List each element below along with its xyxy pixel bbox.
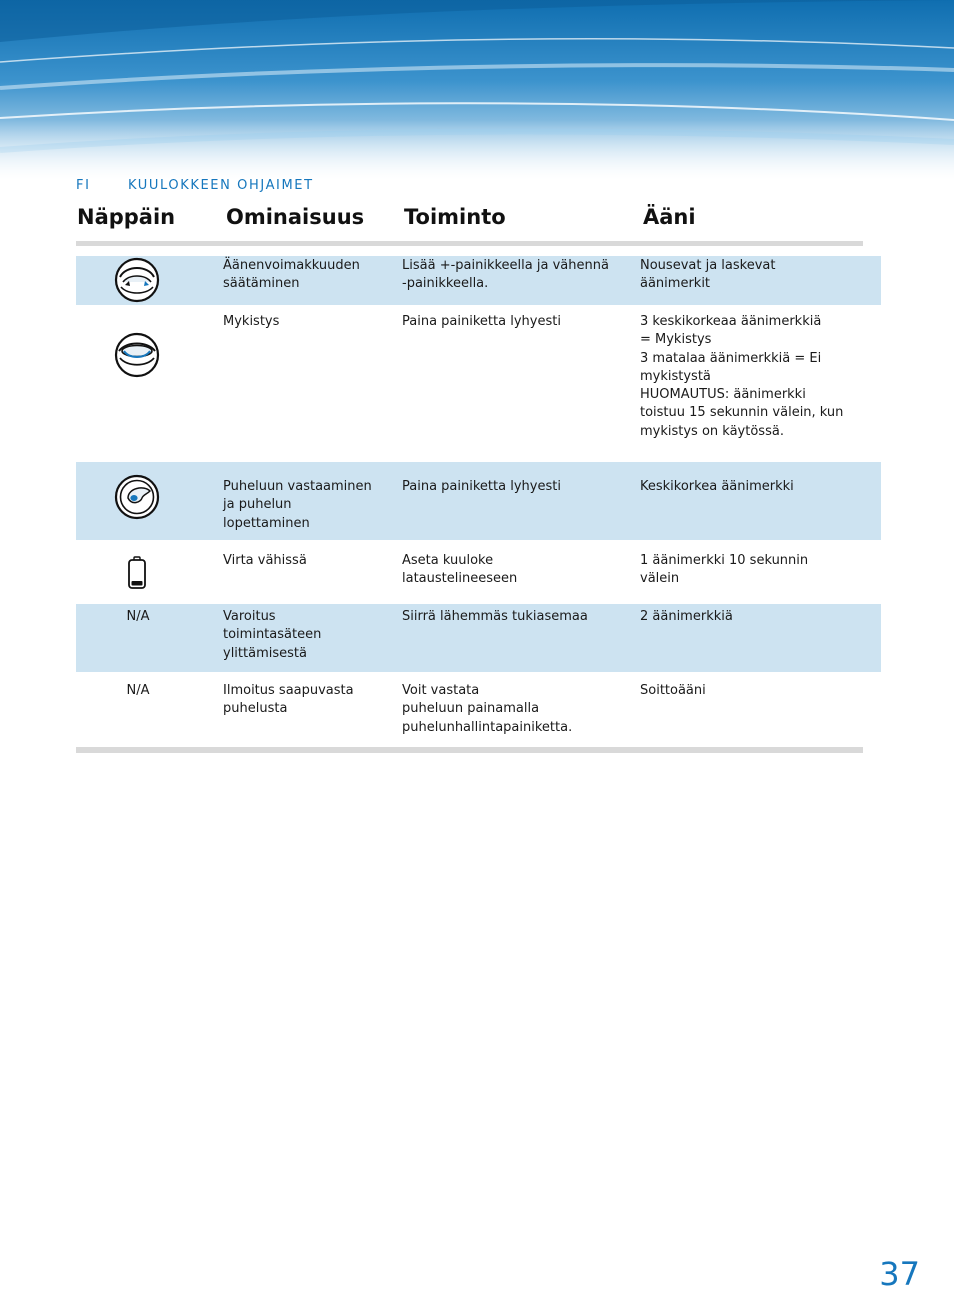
header-wave-banner [0, 0, 954, 180]
row-action: Paina painiketta lyhyesti [402, 479, 561, 494]
row-sound: 3 keskikorkeaa äänimerkkiä = Mykistys 3 matalaa äänimerkkiä = Ei mykistystä HUOMAUTUS: äänimerkki toistuu 15 sekunnin välein, kun mykistys on käytössä. [640, 314, 844, 439]
row-action: Lisää +-painikkeella ja vähennä -painikkeella. [402, 258, 609, 292]
table-row [76, 256, 881, 305]
volume-wheel-icon [114, 257, 160, 303]
header-divider [76, 241, 863, 246]
table-row [76, 540, 881, 604]
section-label [76, 178, 314, 193]
section-title: KUULOKKEEN OHJAIMET [128, 178, 314, 193]
row-action: Voit vastata puheluun painamalla puhelunhallintapainiketta. [402, 683, 573, 735]
table-bottom-divider [76, 747, 863, 753]
row-feature: Äänenvoimakkuuden säätäminen [223, 258, 360, 292]
language-code: FI [76, 178, 91, 193]
mute-button-icon [114, 332, 160, 378]
table-row [76, 462, 881, 540]
table-row [76, 672, 881, 746]
row-key: N/A [126, 609, 150, 624]
row-sound: 2 äänimerkkiä [640, 609, 733, 624]
column-header-feature: Ominaisuus [226, 205, 365, 229]
table-row [76, 305, 881, 462]
row-feature: Virta vähissä [223, 553, 307, 568]
row-feature: Ilmoitus saapuvasta puhelusta [223, 683, 354, 717]
row-action: Aseta kuuloke lataustelineeseen [402, 553, 518, 587]
row-key: N/A [126, 683, 150, 698]
row-feature: Mykistys [223, 314, 280, 329]
row-feature: Puheluun vastaaminen ja puhelun lopettaminen [223, 479, 372, 531]
row-sound: Nousevat ja laskevat äänimerkit [640, 258, 776, 292]
row-action: Paina painiketta lyhyesti [402, 314, 561, 329]
column-header-action: Toiminto [404, 205, 506, 229]
call-button-icon [114, 474, 160, 520]
row-feature: Varoitus toimintasäteen ylittämisestä [223, 609, 322, 661]
row-sound: 1 äänimerkki 10 sekunnin välein [640, 553, 809, 587]
row-sound: Soittoääni [640, 683, 706, 698]
battery-icon [127, 556, 147, 590]
column-header-sound: Ääni [643, 205, 696, 229]
table-row [76, 604, 881, 672]
column-header-key: Näppäin [77, 205, 176, 229]
row-action: Siirrä lähemmäs tukiasemaa [402, 609, 588, 624]
page-number: 37 [879, 1255, 920, 1293]
row-sound: Keskikorkea äänimerkki [640, 479, 794, 494]
